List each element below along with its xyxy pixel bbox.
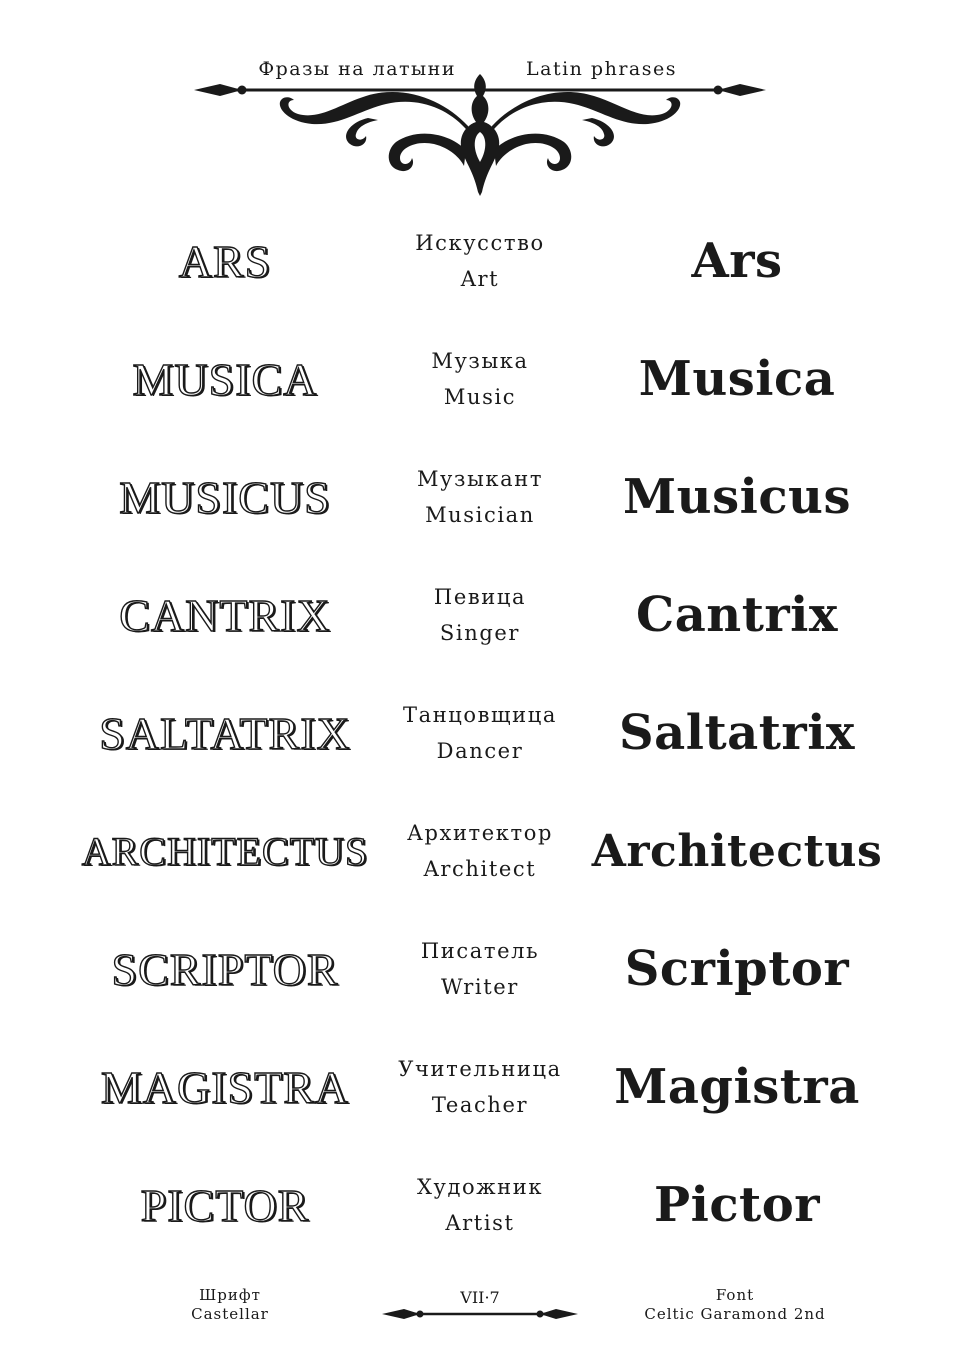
translation-en: Teacher bbox=[431, 1093, 529, 1117]
translation-en: Dancer bbox=[436, 739, 524, 763]
latin-word-celtic: Ars bbox=[691, 233, 783, 289]
latin-word-castellar: SALTATRIX bbox=[99, 707, 351, 759]
translation bbox=[380, 1146, 580, 1264]
translation bbox=[380, 674, 580, 792]
latin-word-castellar: SCRIPTOR bbox=[111, 943, 339, 995]
latin-word-castellar: MUSICUS bbox=[119, 471, 331, 523]
header-title-ru: Фразы на латыни bbox=[258, 58, 456, 80]
translation-ru: Архитектор bbox=[406, 821, 554, 845]
latin-word-celtic: Magistra bbox=[614, 1059, 860, 1115]
latin-word-celtic: Cantrix bbox=[635, 587, 838, 643]
translation-en: Music bbox=[443, 385, 517, 409]
latin-word-celtic: Musica bbox=[638, 351, 836, 407]
footer-font-right bbox=[615, 1286, 855, 1324]
translation-en: Artist bbox=[445, 1211, 515, 1235]
header-title-en: Latin phrases bbox=[526, 58, 677, 80]
footer-right-label: Font bbox=[715, 1286, 755, 1304]
translation-en: Singer bbox=[439, 621, 521, 645]
translation-ru: Писатель bbox=[420, 939, 540, 963]
translation-ru: Певица bbox=[433, 585, 527, 609]
translation-en: Musician bbox=[425, 503, 535, 527]
translation bbox=[380, 910, 580, 1028]
divider-ornament-icon bbox=[380, 1304, 580, 1324]
phrase-row bbox=[0, 1028, 960, 1146]
footer-left-font: Castellar bbox=[191, 1305, 269, 1323]
translation-ru: Учительница bbox=[398, 1057, 562, 1081]
phrase-row bbox=[0, 674, 960, 792]
latin-word-celtic: Scriptor bbox=[624, 941, 850, 997]
phrase-row bbox=[0, 438, 960, 556]
translation bbox=[380, 438, 580, 556]
footer-font-left bbox=[110, 1286, 350, 1324]
translation bbox=[380, 1028, 580, 1146]
translation-en: Art bbox=[460, 267, 500, 291]
translation-ru: Танцовщица bbox=[402, 703, 558, 727]
phrase-row bbox=[0, 556, 960, 674]
footer-right-font: Celtic Garamond 2nd bbox=[644, 1305, 826, 1323]
translation bbox=[380, 320, 580, 438]
latin-word-celtic: Musicus bbox=[623, 469, 851, 525]
phrase-row bbox=[0, 910, 960, 1028]
latin-word-castellar: ARS bbox=[178, 235, 272, 287]
footer-left-label: Шрифт bbox=[199, 1286, 261, 1304]
phrase-row bbox=[0, 320, 960, 438]
translation-ru: Музыкант bbox=[416, 467, 544, 491]
phrase-row bbox=[0, 202, 960, 320]
latin-word-celtic: Pictor bbox=[653, 1177, 821, 1233]
latin-word-castellar: MAGISTRA bbox=[100, 1061, 350, 1113]
translation bbox=[380, 792, 580, 910]
phrase-row bbox=[0, 1146, 960, 1264]
translation-ru: Музыка bbox=[431, 349, 529, 373]
translation bbox=[380, 556, 580, 674]
phrase-row bbox=[0, 792, 960, 910]
latin-word-celtic: Saltatrix bbox=[618, 705, 856, 761]
translation-en: Architect bbox=[423, 857, 537, 881]
latin-word-castellar: CANTRIX bbox=[119, 589, 331, 641]
translation bbox=[380, 202, 580, 320]
translation-en: Writer bbox=[441, 975, 519, 999]
latin-word-celtic: Architectus bbox=[591, 825, 883, 877]
latin-word-castellar: ARCHITECTUS bbox=[81, 828, 369, 874]
latin-word-castellar: MUSICA bbox=[132, 353, 318, 405]
translation-ru: Художник bbox=[416, 1175, 544, 1199]
flourish-ornament-icon bbox=[190, 70, 770, 200]
translation-ru: Искусство bbox=[415, 231, 545, 255]
page-number: VII·7 bbox=[460, 1288, 500, 1307]
latin-word-castellar: PICTOR bbox=[140, 1179, 310, 1231]
